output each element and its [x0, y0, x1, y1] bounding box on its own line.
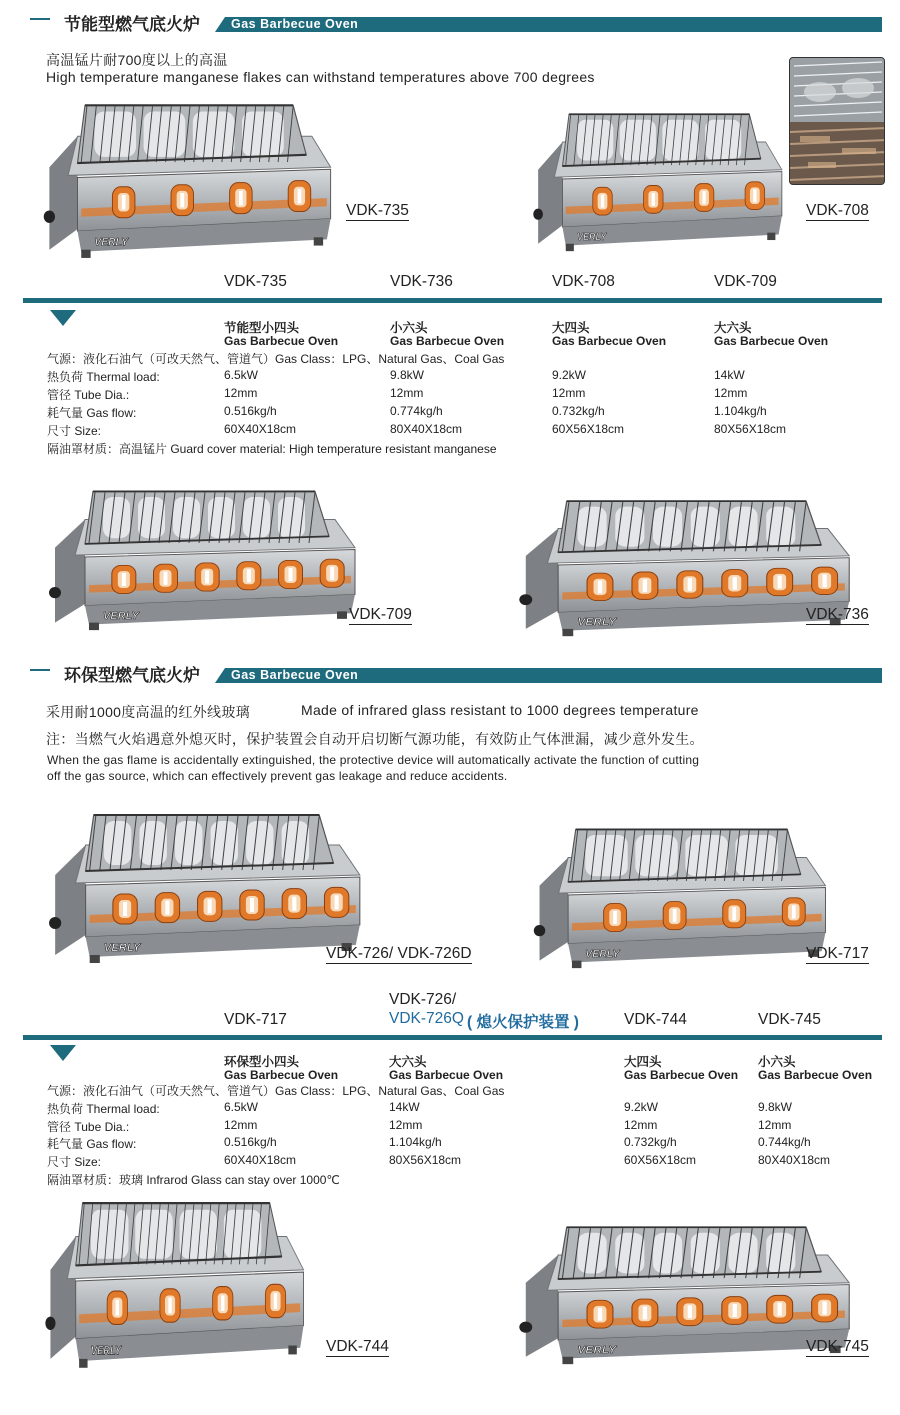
spec2-col2-cn: 大六头 [389, 1055, 427, 1069]
product-image-vdk-735 [40, 95, 340, 260]
section1-desc-en: High temperature manganese flakes can withstand temperatures above 700 degrees [46, 69, 595, 85]
spec1-gas-source: 气源：液化石油气（可改天然气、管道气）Gas Class：LPG、Natural Gas、Coal Gas [47, 352, 505, 366]
spec2-col3-flow: 0.732kg/h [624, 1135, 677, 1149]
product-image-vdk-717 [530, 820, 835, 970]
manganese-detail-inset [789, 57, 885, 185]
section1-spec-arrow [50, 310, 76, 326]
spec1-col1-en: Gas Barbecue Oven [224, 334, 339, 348]
spec2-col4-cn: 小六头 [758, 1055, 796, 1069]
oven-illustration [45, 482, 365, 632]
spec1-col3-cn: 大四头 [552, 321, 590, 335]
section2-spec-divider [23, 1035, 882, 1040]
section1-title-bar [225, 17, 882, 32]
model-label-vdk-735: VDK-735 [224, 273, 287, 290]
header-tick [30, 659, 60, 685]
product-caption-vdk-717: VDK-717 [806, 945, 869, 962]
spec2-col1-flow: 0.516kg/h [224, 1135, 277, 1149]
spec1-col3-size: 60X56X18cm [552, 422, 625, 436]
spec1-tube-label: 管径 Tube Dia.: [47, 388, 130, 402]
section2-title-en: Gas Barbecue Oven [231, 668, 359, 682]
spec2-col2-thermal: 14kW [389, 1100, 420, 1114]
model-label-vdk-745: VDK-745 [758, 1011, 821, 1028]
spec1-col3-en: Gas Barbecue Oven [552, 334, 667, 348]
spec2-col2-tube: 12mm [389, 1118, 423, 1132]
product-caption-vdk-708: VDK-708 [806, 202, 869, 219]
section1-desc-cn: 高温锰片耐700度以上的高温 [46, 52, 228, 68]
spec1-col4-cn: 大六头 [714, 321, 752, 335]
product-caption-vdk-735: VDK-735 [346, 202, 409, 219]
oven-illustration [530, 105, 790, 253]
section2-title-cn: 环保型燃气底火炉 [64, 666, 200, 685]
brand-logo: VERLY [94, 236, 128, 249]
product-caption-vdk-726: VDK-726/ VDK-726D [326, 945, 472, 962]
spec2-col3-thermal: 9.2kW [624, 1100, 659, 1114]
section2-title-bar [225, 668, 882, 683]
product-caption-vdk-744: VDK-744 [326, 1338, 389, 1355]
spec2-col3-en: Gas Barbecue Oven [624, 1068, 739, 1082]
spec1-col4-size: 80X56X18cm [714, 422, 787, 436]
section2-header [30, 657, 882, 685]
spec1-guard-material: 隔油罩材质：高温锰片 Guard cover material: High temperature resistant manganese [47, 442, 497, 456]
spec2-col3-cn: 大四头 [624, 1055, 662, 1069]
section1-title-en: Gas Barbecue Oven [231, 17, 359, 31]
product-image-vdk-726 [45, 805, 370, 965]
section2-spec-arrow [50, 1045, 76, 1061]
spec2-col4-flow: 0.744kg/h [758, 1135, 811, 1149]
spec1-thermal-label: 热负荷 Thermal load: [47, 370, 160, 384]
manganese-detail-image [790, 58, 885, 185]
spec2-thermal-label: 热负荷 Thermal load: [47, 1102, 160, 1116]
spec2-col4-thermal: 9.8kW [758, 1100, 793, 1114]
brand-logo: VERLY [577, 1344, 617, 1356]
spec2-col3-size: 60X56X18cm [624, 1153, 697, 1167]
product-caption-vdk-736: VDK-736 [806, 606, 869, 623]
spec2-col2-flow: 1.104kg/h [389, 1135, 442, 1149]
section1-spec-divider [23, 298, 882, 303]
spec2-col4-tube: 12mm [758, 1118, 792, 1132]
spec2-col4-en: Gas Barbecue Oven [758, 1068, 873, 1082]
spec1-col4-tube: 12mm [714, 386, 748, 400]
spec2-col3-tube: 12mm [624, 1118, 658, 1132]
spec2-guard-material: 隔油罩材质：玻璃 Infrarod Glass can stay over 1000℃ [47, 1173, 340, 1187]
model-label-vdk-726-prefix: VDK-726/ [389, 991, 457, 1008]
spec1-flow-label: 耗气量 Gas flow: [47, 406, 137, 420]
brand-logo: VERLY [103, 610, 139, 622]
model-label-vdk-708: VDK-708 [552, 273, 615, 290]
model-label-vdk-736: VDK-736 [390, 273, 453, 290]
brand-logo: VERLY [577, 617, 617, 628]
spec2-col2-size: 80X56X18cm [389, 1153, 462, 1167]
section2-note-en-line2: off the gas source, which can effectively prevent gas leakage and reduce accidents. [47, 769, 508, 783]
spec1-col1-thermal: 6.5kW [224, 368, 259, 382]
oven-illustration [530, 820, 835, 970]
spec1-col3-flow: 0.732kg/h [552, 404, 605, 418]
section2-note-en-line1: When the gas flame is accidentally extinguished, the protective device will automatically activate the function of cutting [47, 753, 700, 767]
spec1-col2-cn: 小六头 [390, 321, 428, 335]
brand-logo: VERLY [577, 231, 607, 244]
spec1-col4-en: Gas Barbecue Oven [714, 334, 829, 348]
spec2-size-label: 尺寸 Size: [47, 1155, 102, 1169]
spec2-col1-thermal: 6.5kW [224, 1100, 259, 1114]
product-image-vdk-709 [45, 482, 365, 632]
spec1-col1-tube: 12mm [224, 386, 258, 400]
spec1-col2-thermal: 9.8kW [390, 368, 425, 382]
spec1-col3-thermal: 9.2kW [552, 368, 587, 382]
spec2-col1-en: Gas Barbecue Oven [224, 1068, 339, 1082]
spec1-col4-thermal: 14kW [714, 368, 745, 382]
flameout-protection-label: ( 熄火保护装置 ) [467, 1014, 579, 1031]
oven-illustration [40, 95, 340, 260]
spec1-col1-cn: 节能型小四头 [224, 321, 300, 335]
spec2-col2-en: Gas Barbecue Oven [389, 1068, 504, 1082]
spec1-col2-flow: 0.774kg/h [390, 404, 443, 418]
spec2-col1-size: 60X40X18cm [224, 1153, 297, 1167]
spec1-col3-tube: 12mm [552, 386, 586, 400]
section1-header [30, 6, 882, 34]
brand-logo: VERLY [585, 948, 620, 960]
brand-logo: VERLY [90, 1344, 122, 1358]
model-label-vdk-709: VDK-709 [714, 273, 777, 290]
spec2-col1-tube: 12mm [224, 1118, 258, 1132]
section1-title-cn: 节能型燃气底火炉 [64, 15, 200, 34]
spec1-col4-flow: 1.104kg/h [714, 404, 767, 418]
model-label-vdk-744: VDK-744 [624, 1011, 687, 1028]
spec2-flow-label: 耗气量 Gas flow: [47, 1137, 137, 1151]
spec2-col1-cn: 环保型小四头 [224, 1055, 300, 1069]
product-caption-vdk-709: VDK-709 [349, 606, 412, 623]
oven-illustration [42, 1192, 312, 1370]
spec1-col2-size: 80X40X18cm [390, 422, 463, 436]
spec2-gas-source: 气源：液化石油气（可改天然气、管道气）Gas Class：LPG、Natural Gas、Coal Gas [47, 1084, 505, 1098]
product-caption-vdk-745: VDK-745 [806, 1338, 869, 1355]
model-label-vdk-717: VDK-717 [224, 1011, 287, 1028]
spec1-col1-flow: 0.516kg/h [224, 404, 277, 418]
spec1-col2-en: Gas Barbecue Oven [390, 334, 505, 348]
header-tick [30, 8, 60, 34]
model-label-vdk-726q: VDK-726Q [389, 1010, 464, 1027]
spec1-col2-tube: 12mm [390, 386, 424, 400]
section2-desc-en: Made of infrared glass resistant to 1000 degrees temperature [301, 702, 699, 718]
product-image-vdk-708 [530, 105, 790, 253]
brand-logo: VERLY [103, 942, 141, 954]
product-image-vdk-744 [42, 1192, 312, 1370]
spec1-col1-size: 60X40X18cm [224, 422, 297, 436]
spec2-col4-size: 80X40X18cm [758, 1153, 831, 1167]
section2-note-cn: 注：当燃气火焰遇意外熄灭时，保护装置会自动开启切断气源功能，有效防止气体泄漏，减少意外发生。 [46, 731, 704, 747]
spec1-size-label: 尺寸 Size: [47, 424, 102, 438]
spec2-tube-label: 管径 Tube Dia.: [47, 1120, 130, 1134]
oven-illustration [45, 805, 370, 965]
section2-desc-cn: 采用耐1000度高温的红外线玻璃 [46, 704, 250, 720]
